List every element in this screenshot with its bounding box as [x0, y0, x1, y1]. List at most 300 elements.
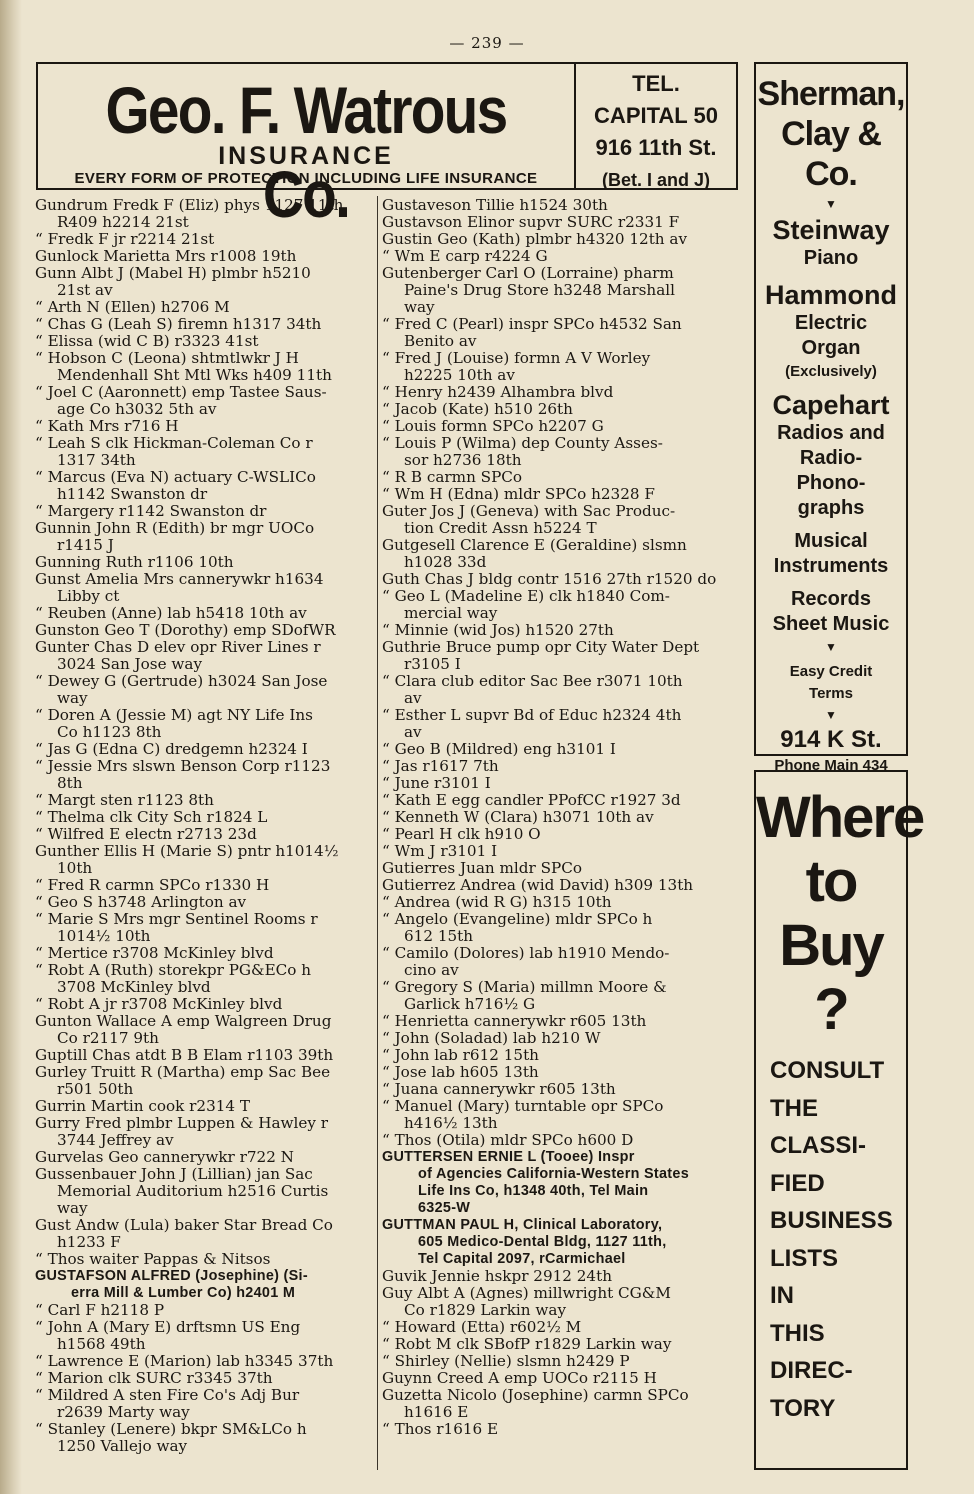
entry-line: “ Juana cannerywkr r605 13th [382, 1080, 616, 1098]
ad-contact-panel [576, 64, 736, 188]
entry-continuation: way [404, 298, 435, 316]
entry-line: “ Thos r1616 E [382, 1420, 499, 1438]
question-mark: ? [814, 977, 848, 1042]
directory-entry [35, 639, 372, 673]
entry-line: “ John A (Mary E) drftsmn US Eng [35, 1318, 301, 1336]
directory-entry [35, 1370, 372, 1387]
entry-continuation: r3105 I [404, 655, 461, 673]
entry-line: “ Gregory S (Maria) millmn Moore & [382, 978, 667, 996]
entry-line: “ Jessie Mrs slswn Benson Corp r1123 [35, 757, 331, 775]
directory-entry [382, 384, 739, 401]
entry-line: “ June r3101 I [382, 774, 491, 792]
directory-entry [382, 571, 739, 588]
entry-line: “ Camilo (Dolores) lab h1910 Mendo- [382, 944, 670, 962]
records-line1: Records [790, 588, 872, 610]
directory-entry [382, 673, 739, 707]
brand-steinway: Steinway [772, 215, 890, 245]
entry-continuation: 1250 Vallejo way [57, 1437, 188, 1455]
entry-continuation: age Co h3032 5th av [57, 400, 217, 418]
musical-line1: Musical [794, 530, 868, 552]
directory-entry [382, 231, 739, 248]
entry-line: Gunst Amelia Mrs cannerywkr h1634 [35, 570, 324, 588]
directory-entry [382, 1013, 739, 1030]
entry-line: Gundrum Fredk F (Eliz) phys 1127 11th [35, 196, 344, 214]
entry-line: Gutierrez Andrea (wid David) h309 13th [382, 876, 694, 894]
entry-line: “ Margt sten r1123 8th [35, 791, 214, 809]
entry-continuation: r2639 Marty way [57, 1403, 190, 1421]
directory-entry [382, 1149, 739, 1217]
entry-line: Guvik Jennie hskpr 2912 24th [382, 1267, 612, 1285]
directory-entry [382, 1047, 739, 1064]
directory-entry [35, 962, 372, 996]
directory-entry [35, 384, 372, 418]
entry-line: “ Henrietta cannerywkr r605 13th [382, 1012, 647, 1030]
entry-line: Guter Jos J (Geneva) with Sac Produc- [382, 502, 676, 520]
directory-entry [35, 435, 372, 469]
entry-line: “ Pearl H clk h910 O [382, 825, 541, 843]
entry-line: “ Jas r1617 7th [382, 757, 499, 775]
entry-line: “ Lawrence E (Marion) lab h3345 37th [35, 1352, 334, 1370]
entry-line: “ Kath Mrs r716 H [35, 417, 179, 435]
entry-continuation: 612 15th [404, 927, 474, 945]
consult-line: THIS [770, 1319, 825, 1347]
directory-entry [382, 1132, 739, 1149]
entry-continuation: h1616 E [404, 1403, 469, 1421]
entry-line: “ John (Soladad) lab h210 W [382, 1029, 601, 1047]
brand-steinway-sub: Piano [803, 247, 859, 269]
entry-line: Gunter Chas D elev opr River Lines r [35, 638, 321, 656]
entry-continuation: 3744 Jeffrey av [57, 1131, 174, 1149]
entry-line: Gutierres Juan mldr SPCo [382, 859, 582, 877]
directory-entry [35, 265, 372, 299]
entry-line: “ Wilfred E electn r2713 23d [35, 825, 257, 843]
consult-line: THE [770, 1094, 818, 1122]
entry-continuation: 1317 34th [57, 451, 136, 469]
entry-continuation: h1028 33d [404, 553, 487, 571]
consult-line: FIED [770, 1169, 825, 1197]
entry-line: “ Angelo (Evangeline) mldr SPCo h [382, 910, 653, 928]
entry-continuation: 8th [57, 774, 83, 792]
entry-line: “ Thos waiter Pappas & Nitsos [35, 1250, 271, 1268]
entry-line: Gutgesell Clarence E (Geraldine) slsmn [382, 536, 687, 554]
directory-entry [35, 673, 372, 707]
entry-line: Guth Chas J bldg contr 1516 27th r1520 do [382, 570, 717, 588]
entry-line: “ Thos (Otila) mldr SPCo h600 D [382, 1131, 634, 1149]
entry-line: “ Joel C (Aaronnett) emp Tastee Saus- [35, 383, 327, 401]
directory-entry [382, 1098, 739, 1132]
entry-line: “ Dewey G (Gertrude) h3024 San Jose [35, 672, 328, 690]
entry-line: “ Geo S h3748 Arlington av [35, 893, 247, 911]
directory-entry [35, 622, 372, 639]
directory-entry [382, 469, 739, 486]
entry-continuation: 10th [57, 859, 93, 877]
to-word: to [805, 849, 857, 914]
directory-entry [35, 231, 372, 248]
directory-entry [382, 1387, 739, 1421]
cross-streets: (Bet. I and J) [601, 170, 710, 190]
brand-capehart-sub3: Phono- [796, 472, 866, 494]
directory-entry [382, 741, 739, 758]
directory-entry [382, 214, 739, 231]
directory-entry [35, 1098, 372, 1115]
directory-entry [382, 775, 739, 792]
entry-continuation: way [57, 1199, 88, 1217]
entry-line: Guthrie Bruce pump opr City Water Dept [382, 638, 700, 656]
entry-continuation: av [404, 723, 422, 741]
directory-entry [382, 435, 739, 469]
entry-line: “ Marcus (Eva N) actuary C-WSLICo [35, 468, 316, 486]
entry-continuation: 21st av [57, 281, 113, 299]
directory-entry [382, 418, 739, 435]
entry-continuation: Mendenhall Sht Mtl Wks h409 11th [57, 366, 332, 384]
directory-entry [35, 1268, 372, 1302]
consult-line: CONSULT [770, 1057, 885, 1084]
directory-entry [35, 350, 372, 384]
entry-line: Gunlock Marietta Mrs r1008 19th [35, 247, 297, 265]
entry-continuation: Co r1829 Larkin way [404, 1301, 567, 1319]
entry-line: “ Robt A (Ruth) storekpr PG&ECo h [35, 961, 312, 979]
directory-entry [35, 1319, 372, 1353]
brand-hammond-sub3: (Exclusively) [785, 363, 877, 380]
directory-entry [382, 197, 739, 214]
directory-entry [382, 622, 739, 639]
company-name: Geo. F. Watrous Co. [105, 73, 507, 231]
entry-line: “ Kenneth W (Clara) h3071 10th av [382, 808, 654, 826]
directory-entry [382, 503, 739, 537]
entry-line: Gurry Fred plmbr Luppen & Hawley r [35, 1114, 329, 1132]
entry-continuation: av [404, 689, 422, 707]
brand-capehart-sub1: Radios and [777, 422, 885, 444]
entry-continuation: sor h2736 18th [404, 451, 522, 469]
entry-continuation: R409 h2214 21st [57, 213, 189, 231]
directory-entry [382, 860, 739, 877]
entry-continuation: Garlick h716½ G [404, 995, 536, 1013]
entry-line: “ Esther L supvr Bd of Educ h2324 4th [382, 706, 682, 724]
entry-line: Guptill Chas atdt B B Elam r1103 39th [35, 1046, 334, 1064]
directory-entry [382, 1030, 739, 1047]
directory-entry [35, 809, 372, 826]
directory-entry [382, 486, 739, 503]
entry-continuation: tion Credit Assn h5224 T [404, 519, 597, 537]
entry-line: “ Henry h2439 Alhambra blvd [382, 383, 614, 401]
directory-entry [382, 911, 739, 945]
entry-line: “ Chas G (Leah S) firemn h1317 34th [35, 315, 322, 333]
entry-continuation: Memorial Auditorium h2516 Curtis [57, 1182, 329, 1200]
entry-line: Gunning Ruth r1106 10th [35, 553, 234, 571]
entry-line: “ Fred R carmn SPCo r1330 H [35, 876, 270, 894]
entry-continuation: Tel Capital 2097, rCarmichael [418, 1251, 626, 1267]
store-address: 914 K St. [780, 726, 882, 753]
entry-line: “ Elissa (wid C B) r3323 41st [35, 332, 259, 350]
sherman-clay-ad [754, 62, 908, 774]
directory-entry [35, 1047, 372, 1064]
entry-continuation: of Agencies California-Western States [418, 1166, 689, 1182]
entry-continuation: 1014½ 10th [57, 927, 151, 945]
entry-line: Gurley Truitt R (Martha) emp Sac Bee [35, 1063, 331, 1081]
directory-entry [382, 1217, 739, 1268]
directory-entry [35, 843, 372, 877]
entry-line: Gust Andw (Lula) baker Star Bread Co [35, 1216, 333, 1234]
directory-entry [382, 1285, 739, 1319]
entry-continuation: Life Ins Co, h1348 40th, Tel Main [418, 1183, 649, 1199]
entry-line: Guynn Creed A emp UOCo r2115 H [382, 1369, 657, 1387]
directory-entry [382, 894, 739, 911]
records-line2: Sheet Music [772, 613, 890, 635]
directory-entry [35, 469, 372, 503]
entry-continuation: cino av [404, 961, 459, 979]
entry-continuation: 605 Medico-Dental Bldg, 1127 11th, [418, 1234, 667, 1250]
directory-entry [35, 996, 372, 1013]
musical-line2: Instruments [773, 555, 889, 577]
column-divider [377, 196, 378, 1470]
directory-entry [35, 1353, 372, 1370]
directory-entry [382, 350, 739, 384]
credit-line1: Easy Credit [789, 663, 873, 680]
directory-entry [382, 1319, 739, 1336]
directory-entry [35, 197, 372, 231]
entry-line: “ Robt M clk SBofP r1829 Larkin way [382, 1335, 672, 1353]
brand-hammond: Hammond [764, 280, 897, 310]
consult-line: TORY [770, 1394, 836, 1422]
directory-entry [382, 1421, 739, 1438]
directory-entry [382, 248, 739, 265]
consult-line: IN [770, 1282, 794, 1309]
entry-line: Gustavson Elinor supvr SURC r2331 F [382, 213, 680, 231]
directory-entry [35, 554, 372, 571]
entry-line: Gunston Geo T (Dorothy) emp SDofWR [35, 621, 336, 639]
directory-entry [35, 741, 372, 758]
entry-line: “ Fredk F jr r2214 21st [35, 230, 215, 248]
entry-line: “ Jas G (Edna C) dredgemn h2324 I [35, 740, 308, 758]
entry-line: Gustaveson Tillie h1524 30th [382, 196, 608, 214]
protection-tagline: EVERY FORM OF PROTECTION INCLUDING LIFE INSURANCE [74, 170, 538, 187]
consult-line: LISTS [770, 1244, 839, 1272]
ad-firm-line1: Sherman, [757, 75, 905, 113]
directory-column-middle [382, 197, 739, 1438]
entry-continuation: Paine's Drug Store h3248 Marshall [404, 281, 675, 299]
entry-line: “ Kath E egg candler PPofCC r1927 3d [382, 791, 681, 809]
entry-continuation: Co h1123 8th [57, 723, 162, 741]
directory-entry [35, 1115, 372, 1149]
store-phone: Phone Main 434 [774, 757, 888, 774]
entry-line: “ Louis formn SPCo h2207 G [382, 417, 604, 435]
entry-line: “ Andrea (wid R G) h315 10th [382, 893, 612, 911]
triangle-bullet: ▼ [825, 708, 837, 722]
entry-line: “ Geo B (Mildred) eng h3101 I [382, 740, 616, 758]
entry-line: “ Fred C (Pearl) inspr SPCo h4532 San [382, 315, 682, 333]
directory-entry [35, 758, 372, 792]
directory-entry [382, 1268, 739, 1285]
directory-entry [35, 792, 372, 809]
directory-entry [35, 299, 372, 316]
page-spine [0, 0, 22, 1494]
entry-line: “ Margery r1142 Swanston dr [35, 502, 267, 520]
directory-entry [35, 248, 372, 265]
entry-continuation: h1142 Swanston dr [57, 485, 208, 503]
entry-line: “ Arth N (Ellen) h2706 M [35, 298, 230, 316]
directory-entry [35, 418, 372, 435]
entry-line: “ Doren A (Jessie M) agt NY Life Ins [35, 706, 313, 724]
entry-line: “ Geo L (Madeline E) clk h1840 Com- [382, 587, 670, 605]
directory-entry [382, 979, 739, 1013]
directory-entry [35, 945, 372, 962]
entry-line: “ Thelma clk City Sch r1824 L [35, 808, 268, 826]
street-address: 916 11th St. [595, 135, 717, 160]
entry-line: Gunther Ellis H (Marie S) pntr h1014½ [35, 842, 339, 860]
entry-line: GUTTERSEN ERNIE L (Tooee) Inspr [382, 1149, 635, 1165]
where-to-buy-ad [754, 770, 924, 1470]
brand-hammond-sub2: Organ [801, 337, 861, 359]
entry-line: “ Louis P (Wilma) dep County Asses- [382, 434, 663, 452]
entry-line: Guy Albt A (Agnes) millwright CG&M [382, 1284, 671, 1302]
entry-continuation: h416½ 13th [404, 1114, 498, 1132]
triangle-bullet: ▼ [825, 197, 837, 211]
directory-entry [382, 809, 739, 826]
entry-line: “ Stanley (Lenere) bkpr SM&LCo h [35, 1420, 307, 1438]
directory-entry [382, 792, 739, 809]
entry-continuation: h1568 49th [57, 1335, 146, 1353]
entry-continuation: 6325-W [418, 1200, 471, 1216]
directory-entry [35, 1013, 372, 1047]
brand-hammond-sub1: Electric [794, 312, 868, 334]
consult-line: DIREC- [770, 1357, 853, 1384]
entry-continuation: way [57, 689, 88, 707]
entry-line: Gunton Wallace A emp Walgreen Drug [35, 1012, 332, 1030]
page-number: — 239 — [449, 34, 525, 52]
entry-line: “ Mertice r3708 McKinley blvd [35, 944, 274, 962]
phone-number: CAPITAL 50 [594, 103, 718, 128]
entry-line: “ Howard (Etta) r602½ M [382, 1318, 582, 1336]
entry-line: “ Wm J r3101 I [382, 842, 498, 860]
triangle-bullet: ▼ [825, 640, 837, 654]
directory-entry [382, 316, 739, 350]
directory-entry [382, 945, 739, 979]
entry-line: Guzetta Nicolo (Josephine) carmn SPCo [382, 1386, 689, 1404]
entry-line: GUTTMAN PAUL H, Clinical Laboratory, [382, 1217, 663, 1233]
directory-entry [35, 707, 372, 741]
entry-line: Gustin Geo (Kath) plmbr h4320 12th av [382, 230, 688, 248]
entry-line: “ Marie S Mrs mgr Sentinel Rooms r [35, 910, 318, 928]
entry-line: Gunn Albt J (Mabel H) plmbr h5210 [35, 264, 311, 282]
directory-entry [35, 826, 372, 843]
entry-continuation: Co r2117 9th [57, 1029, 159, 1047]
directory-entry [35, 1217, 372, 1251]
directory-entry [35, 605, 372, 622]
entry-line: “ Wm E carp r4224 G [382, 247, 548, 265]
directory-entry [35, 316, 372, 333]
consult-line: BUSINESS [770, 1207, 893, 1234]
directory-entry [35, 1149, 372, 1166]
entry-continuation: 3024 San Jose way [57, 655, 203, 673]
entry-line: Gurvelas Geo cannerywkr r722 N [35, 1148, 294, 1166]
entry-continuation: h1233 F [57, 1233, 121, 1251]
credit-line2: Terms [809, 685, 853, 702]
directory-entry [35, 503, 372, 520]
brand-capehart-sub4: graphs [797, 497, 865, 519]
entry-line: GUSTAFSON ALFRED (Josephine) (Si- [35, 1268, 308, 1284]
entry-line: “ Manuel (Mary) turntable opr SPCo [382, 1097, 664, 1115]
entry-line: “ Wm H (Edna) mldr SPCo h2328 F [382, 485, 655, 503]
directory-entry [35, 333, 372, 350]
directory-entry [382, 877, 739, 894]
entry-continuation: r501 50th [57, 1080, 134, 1098]
directory-entry [35, 1166, 372, 1217]
entry-continuation: r1415 J [57, 536, 114, 554]
directory-entry [35, 1302, 372, 1319]
buy-word: Buy [779, 913, 883, 978]
entry-line: “ R B carmn SPCo [382, 468, 523, 486]
entry-line: “ Leah S clk Hickman-Coleman Co r [35, 434, 313, 452]
entry-line: “ Hobson C (Leona) shtmtlwkr J H [35, 349, 299, 367]
tel-label: TEL. [632, 71, 680, 96]
entry-line: “ Carl F h2118 P [35, 1301, 165, 1319]
directory-entry [382, 1081, 739, 1098]
directory-entry [382, 588, 739, 622]
entry-line: “ Jacob (Kate) h510 26th [382, 400, 573, 418]
entry-line: “ Mildred A sten Fire Co's Adj Bur [35, 1386, 300, 1404]
ad-firm-line2: Clay & Co. [781, 115, 881, 193]
directory-entry [382, 401, 739, 418]
entry-line: “ Jose lab h605 13th [382, 1063, 539, 1081]
entry-line: “ John lab r612 15th [382, 1046, 539, 1064]
directory-entry [35, 571, 372, 605]
directory-entry [382, 537, 739, 571]
directory-entry [382, 639, 739, 673]
directory-entry [382, 1064, 739, 1081]
entry-line: Gunnin John R (Edith) br mgr UOCo [35, 519, 315, 537]
directory-entry [35, 877, 372, 894]
entry-line: Gurrin Martin cook r2314 T [35, 1097, 251, 1115]
directory-entry [382, 1336, 739, 1353]
entry-line: “ Minnie (wid Jos) h1520 27th [382, 621, 614, 639]
directory-entry [35, 911, 372, 945]
directory-entry [382, 1370, 739, 1387]
consult-directory-text [756, 1052, 906, 1427]
brand-capehart-sub2: Radio- [799, 447, 863, 469]
insurance-label: INSURANCE [218, 142, 394, 170]
entry-line: Gutenberger Carl O (Lorraine) pharm [382, 264, 674, 282]
entry-line: Gussenbauer John J (Lillian) jan Sac [35, 1165, 313, 1183]
directory-entry [382, 707, 739, 741]
directory-entry [382, 826, 739, 843]
directory-entry [382, 265, 739, 316]
directory-entry [35, 1064, 372, 1098]
entry-line: “ Shirley (Nellie) slsmn h2429 P [382, 1352, 630, 1370]
entry-line: “ Clara club editor Sac Bee r3071 10th [382, 672, 683, 690]
directory-entry [35, 894, 372, 911]
directory-entry [382, 758, 739, 775]
directory-entry [35, 520, 372, 554]
directory-column-left [35, 197, 372, 1455]
directory-entry [35, 1387, 372, 1421]
entry-line: “ Robt A jr r3708 McKinley blvd [35, 995, 283, 1013]
entry-continuation: Benito av [404, 332, 477, 350]
entry-continuation: 3708 McKinley blvd [57, 978, 211, 996]
directory-entry [382, 843, 739, 860]
consult-line: CLASSI- [770, 1132, 866, 1159]
entry-continuation: erra Mill & Lumber Co) h2401 M [71, 1285, 296, 1301]
entry-line: “ Reuben (Anne) lab h5418 10th av [35, 604, 307, 622]
directory-entry [35, 1421, 372, 1455]
directory-entry [382, 1353, 739, 1370]
brand-capehart: Capehart [772, 390, 890, 420]
entry-continuation: mercial way [404, 604, 498, 622]
where-word: Where [756, 785, 924, 850]
entry-line: “ Marion clk SURC r3345 37th [35, 1369, 273, 1387]
entry-line: “ Fred J (Louise) formn A V Worley [382, 349, 651, 367]
entry-continuation: h2225 10th av [404, 366, 515, 384]
directory-entry [35, 1251, 372, 1268]
